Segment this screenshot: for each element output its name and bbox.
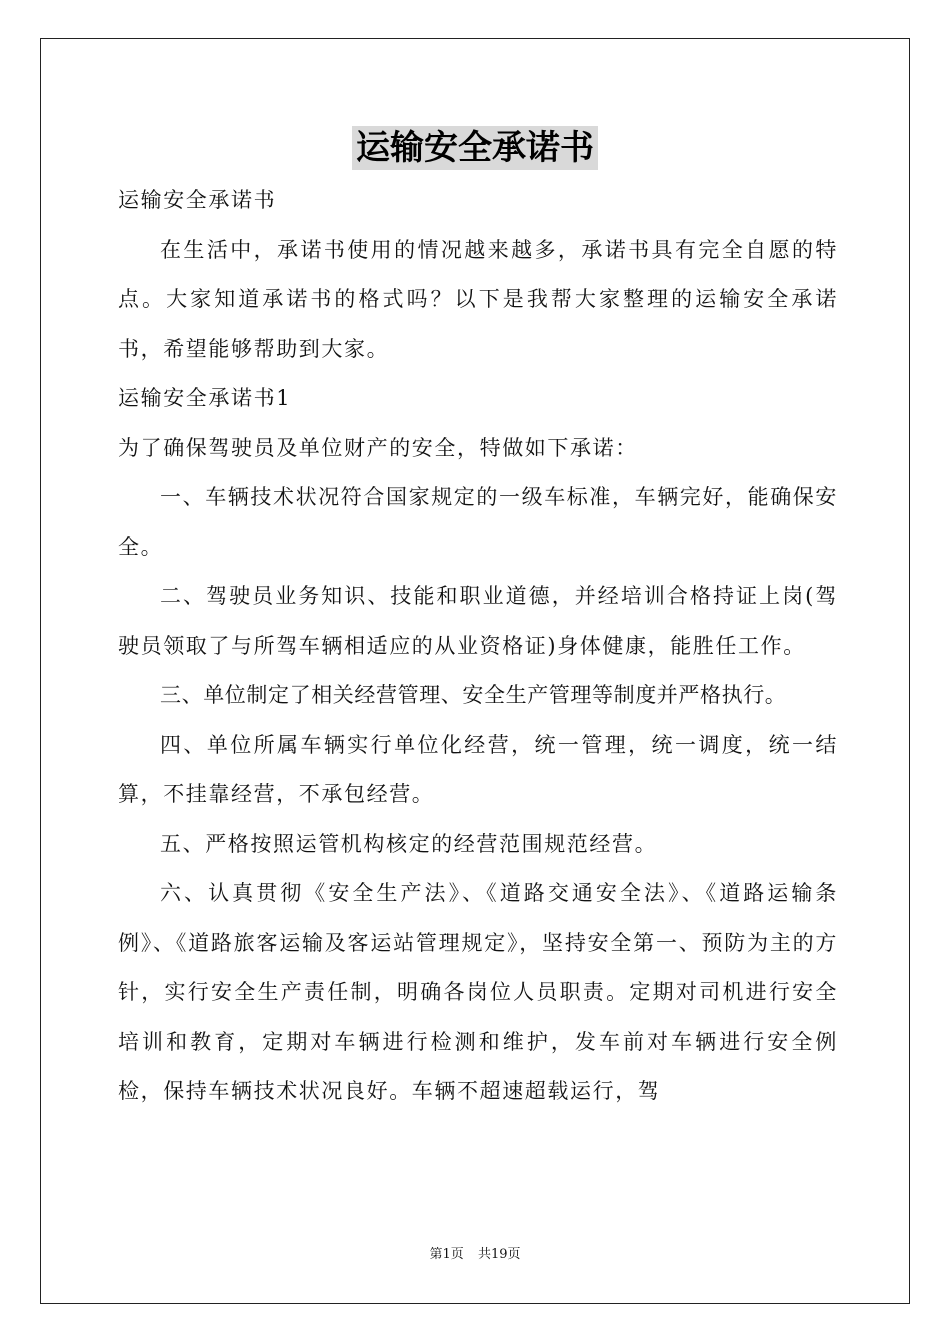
commitment-item-1: 一、车辆技术状况符合国家规定的一级车标准，车辆完好，能确保安全。 [118,485,838,559]
commitment-item-2: 二、驾驶员业务知识、技能和职业道德，并经培训合格持证上岗(驾驶员领取了与所驾车辆相适应的从业资格证)身体健康，能胜任工作。 [118,584,838,658]
document-title: 运输安全承诺书 [352,126,598,170]
page-total: 共19页 [477,1247,521,1262]
preamble-paragraph: 为了确保驾驶员及单位财产的安全，特做如下承诺： [118,435,638,460]
commitment-item-3: 三、单位制定了相关经营管理、安全生产管理等制度并严格执行。 [160,683,787,707]
document-body [118,176,838,1117]
commitment-item-5: 五、严格按照运管机构核定的经营范围规范经营。 [160,831,658,856]
page-footer [0,1246,950,1264]
subtitle-paragraph: 运输安全承诺书 [118,188,277,212]
commitment-item-4: 四、单位所属车辆实行单位化经营，统一管理，统一调度，统一结算，不挂靠经营，不承包经营。 [118,732,838,806]
commitment-item-6: 六、认真贯彻《安全生产法》、《道路交通安全法》、《道路运输条例》、《道路旅客运输及客运站管理规定》，坚持安全第一、预防为主的方针，实行安全生产责任制，明确各岗位人员职责。定期对司机进行安全培训和教育，定期对车辆进行检测和维护，发车前对车辆进行安全例检，保持车辆技术状况良好。车辆不超速超载运行，驾 [118,881,838,1103]
section-heading: 运输安全承诺书1 [118,386,292,410]
intro-paragraph: 在生活中，承诺书使用的情况越来越多，承诺书具有完全自愿的特点。大家知道承诺书的格式吗？以下是我帮大家整理的运输安全承诺书，希望能够帮助到大家。 [118,237,838,361]
title-container [0,126,950,170]
page-number: 第1页 [429,1247,464,1262]
